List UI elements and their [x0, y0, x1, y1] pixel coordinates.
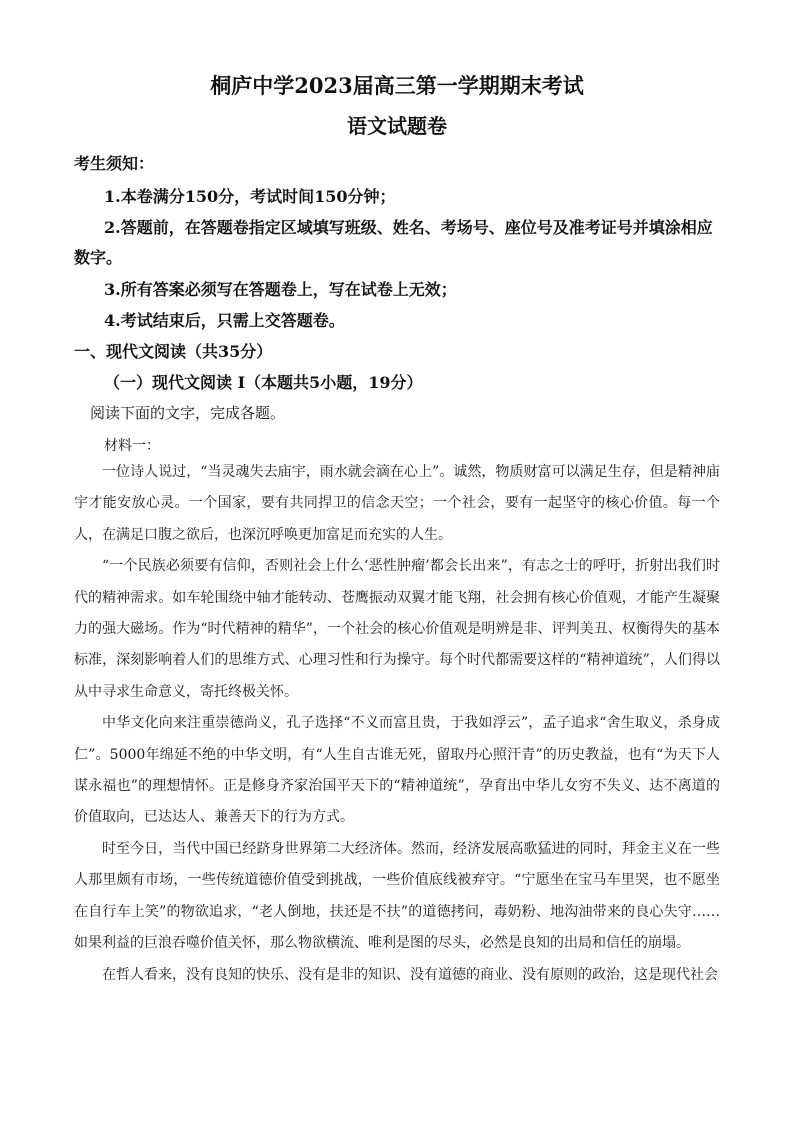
section-heading: 一、现代文阅读（共35分） [74, 342, 273, 361]
passage [74, 457, 720, 991]
exam-title: 桐庐中学2023届高三第一学期期末考试 [210, 73, 584, 98]
reading-instruction: 阅读下面的文字，完成各题。 [90, 404, 286, 422]
passage-paragraph-1: 一位诗人说过，“当灵魂失去庙宇，雨水就会滴在心上”。诚然，物质财富可以满足生存，但是精神庙宇才能安放心灵。一个国家，要有共同捍卫的信念天空；一个社会，要有一起坚守的核心价值。每一个人，在满足口腹之欲后，也深沉呼唤更加富足而充实的人生。 [74, 464, 720, 543]
passage-paragraph-3: 中华文化向来注重崇德尚义，孔子选择“不义而富且贵，于我如浮云”，孟子追求“舍生取义，杀身成仁”。5000年绵延不绝的中华文明，有“人生自古谁无死，留取丹心照汗青”的历史教益，也有“为天下人谋永福也”的理想情怀。正是修身齐家治国平天下的“精神道统”，孕育出中华儿女穷不失义、达不离道的价值取向，已达达人、兼善天下的行为方式。 [74, 715, 720, 826]
notice-item-3: 3.所有答案必须写在答题卷上，写在试卷上无效； [104, 280, 457, 299]
notice-item-2-line-2: 数字。 [74, 248, 123, 267]
notice-item-2-line-1: 2.答题前，在答题卷指定区域填写班级、姓名、考场号、座位号及准考证号并填涂相应 [104, 218, 713, 237]
passage-paragraph-2: “一个民族必须要有信仰，否则社会上什么‘恶性肿瘤’都会长出来”，有志之士的呼吁，折射出我们时代的精神需求。如车轮围绕中轴才能转动、苍鹰振动双翼才能飞翔，社会拥有核心价值观，才能产生凝聚力的强大磁场。作为“时代精神的精华”，一个社会的核心价值观是明辨是非、评判美丑、权衡得失的基本标准，深刻影响着人们的思维方式、心理习性和行为操守。每个时代都需要这样的“精神道统”，人们得以从中寻求生命意义，寄托终极关怀。 [74, 558, 720, 700]
notice-heading: 考生须知： [74, 154, 155, 173]
notice-item-1: 1.本卷满分150分，考试时间150分钟； [104, 187, 396, 206]
passage-paragraph-4: 时至今日，当代中国已经跻身世界第二大经济体。然而，经济发展高歌猛进的同时，拜金主义在一些人那里颇有市场，一些传统道德价值受到挑战，一些价值底线被弃守。“宁愿坐在宝马车里哭，也不愿坐在自行车上笑”的物欲追求，“老人倒地，扶还是不扶”的道德拷问，毒奶粉、地沟油带来的良心失守……如果利益的巨浪吞噬价值关怀，那么物欲横流、唯利是图的尽头，必然是良知的出局和信任的崩塌。 [74, 840, 720, 952]
exam-subtitle: 语文试题卷 [347, 114, 447, 138]
material-label: 材料一： [104, 438, 160, 454]
section-subheading: （一）现代文阅读 I（本题共5小题，19分） [104, 373, 423, 392]
passage-paragraph-5: 在哲人看来，没有良知的快乐、没有是非的知识、没有道德的商业、没有原则的政治，这是现代社会 [102, 966, 718, 983]
notice-item-4: 4.考试结束后，只需上交答题卷。 [104, 311, 345, 330]
